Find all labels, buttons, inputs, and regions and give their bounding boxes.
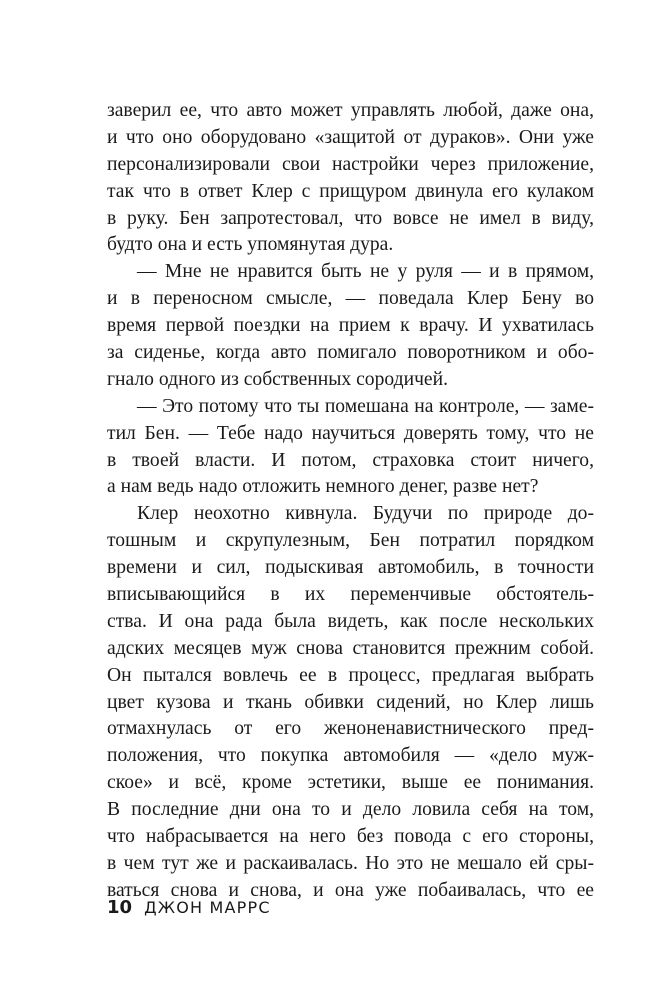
text-line: ское» и всё, кроме эстетики, выше ее понимания. [107, 772, 594, 794]
text-line: и в переносном смысле, — поведала Клер Бену во [107, 288, 594, 310]
text-line: так что в ответ Клер с прищуром двинула его кулаком [107, 180, 594, 202]
text-line: персонализировали свои настройки через приложение, [107, 153, 594, 175]
page-number: 10 [107, 897, 133, 918]
text-line: цвет кузова и ткань обивки сидений, но Клер лишь [107, 691, 594, 713]
text-line: в руку. Бен запротестовал, что вовсе не имел в виду, [107, 207, 594, 229]
text-line: Клер неохотно кивнула. Будучи по природе до- [137, 503, 594, 525]
text-line: будто она и есть упомянутая дура. [107, 234, 394, 256]
text-line: времени и сил, подыскивая автомобиль, в точности [107, 557, 594, 579]
text-line: отмахнулась от его женоненавистнического пред- [107, 718, 594, 740]
text-line: время первой поездки на прием к врачу. И ухватилась [107, 315, 594, 337]
text-line: ваться снова и снова, и она уже побаивалась, что ее [107, 879, 594, 901]
text-line: положения, что покупка автомобиля — «дело муж- [107, 745, 594, 767]
text-line: гнало одного из собственных сородичей. [107, 368, 449, 390]
body-text [107, 98, 594, 905]
page-footer [107, 897, 594, 918]
running-head-author: ДЖОН МАРРС [144, 898, 271, 917]
text-line: В последние дни она то и дело ловила себя на том, [107, 799, 594, 821]
text-line: ства. И она рада была видеть, как после нескольких [107, 610, 594, 632]
text-line: что набрасывается на него без повода с его стороны, [107, 826, 594, 848]
text-line: тил Бен. — Тебе надо научиться доверять тому, что не [107, 422, 594, 444]
text-line: вписывающийся в их переменчивые обстоятель- [107, 584, 594, 606]
text-line: в чем тут же и раскаивалась. Но это не мешало ей сры- [107, 852, 594, 874]
text-line: — Мне не нравится быть не у руля — и в прямом, [137, 261, 594, 283]
text-line: заверил ее, что авто может управлять любой, даже она, [107, 100, 594, 121]
text-line: тошным и скрупулезным, Бен потратил порядком [107, 530, 594, 552]
text-line: Он пытался вовлечь ее в процесс, предлагая выбрать [107, 664, 594, 686]
text-line: а нам ведь надо отложить немного денег, разве нет? [107, 476, 539, 498]
text-line: адских месяцев муж снова становится прежним собой. [107, 637, 594, 659]
text-line: — Это потому что ты помешана на контроле, — заме- [137, 395, 594, 417]
text-line: в твоей власти. И потом, страховка стоит ничего, [107, 449, 594, 471]
text-line: и что оно оборудовано «защитой от дураков». Они уже [107, 126, 594, 148]
text-line: за сиденье, когда авто помигало поворотником и обо- [107, 342, 594, 364]
